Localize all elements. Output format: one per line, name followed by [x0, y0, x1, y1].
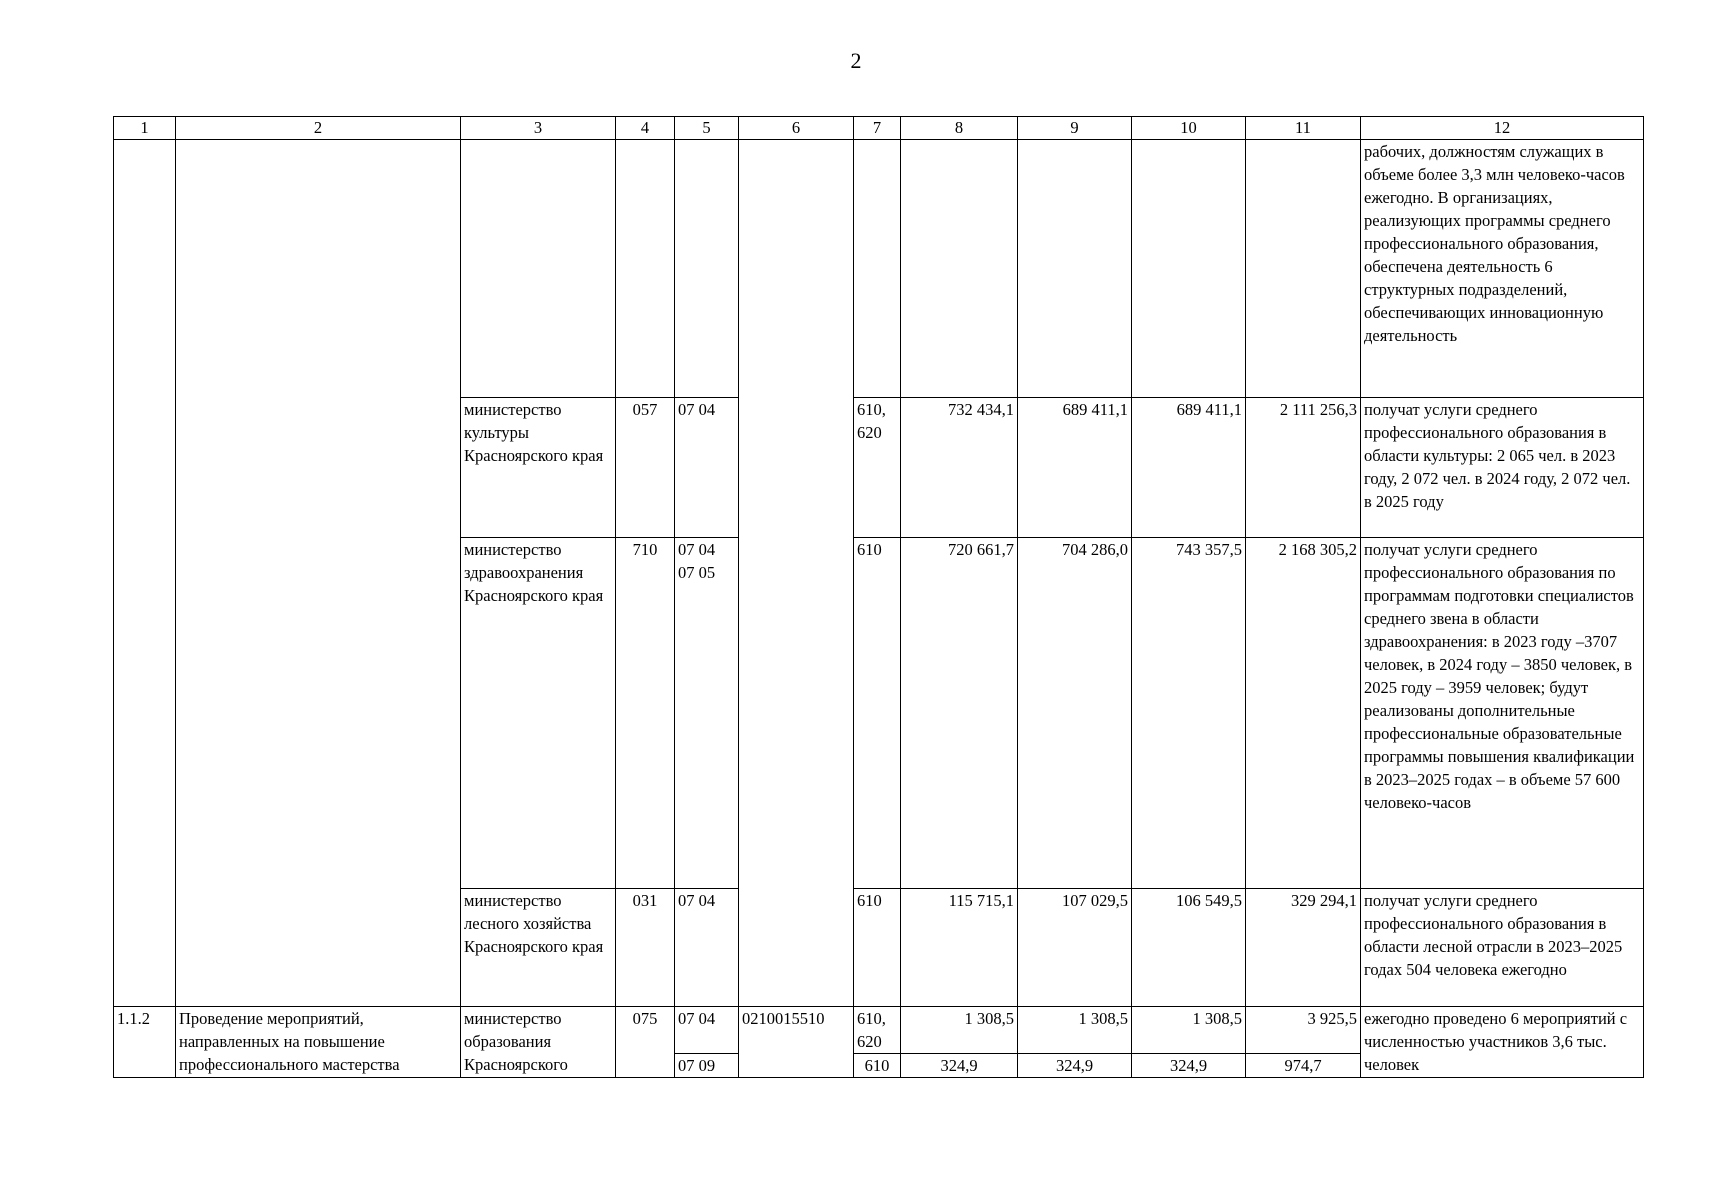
col-12-header: 12: [1361, 117, 1644, 140]
row-num-cell: 1.1.2: [114, 1007, 176, 1078]
total-cell: 329 294,1: [1246, 889, 1361, 1007]
table-row: [114, 140, 1644, 398]
col-1-header: 1: [114, 117, 176, 140]
result-cell: ежегодно проведено 6 мероприятий с численностью участников 3,6 тыс. человек: [1361, 1007, 1644, 1078]
y2023-cell: 732 434,1: [901, 398, 1018, 538]
col-10-header: 10: [1132, 117, 1246, 140]
grbs-cell: [616, 140, 675, 398]
y2024-cell: 704 286,0: [1018, 538, 1132, 889]
y2025-cell: 324,9: [1132, 1054, 1246, 1078]
budget-table: [113, 116, 1644, 1078]
total-cell: 3 925,5: [1246, 1007, 1361, 1054]
result-cell: получат услуги среднего профессионального образования в области культуры: 2 065 чел. в 2023 году, 2 072 чел. в 2024 году, 2 072 чел. в 2025 году: [1361, 398, 1644, 538]
ministry-cell: [461, 140, 616, 398]
y2025-cell: [1132, 140, 1246, 398]
col-11-header: 11: [1246, 117, 1361, 140]
grbs-cell: 075: [616, 1007, 675, 1078]
ministry-cell: министерство здравоохранения Красноярского края: [461, 538, 616, 889]
y2023-cell: 1 308,5: [901, 1007, 1018, 1054]
row-name-cell: Проведение мероприятий, направленных на повышение профессионального мастерства: [176, 1007, 461, 1078]
y2023-cell: 720 661,7: [901, 538, 1018, 889]
ministry-cell: министерство образования Красноярского: [461, 1007, 616, 1078]
table-row: [114, 1007, 1644, 1054]
section-cell: 07 04: [675, 1007, 739, 1054]
col-2-header: 2: [176, 117, 461, 140]
col-3-header: 3: [461, 117, 616, 140]
result-cell: получат услуги среднего профессионального образования по программам подготовки специалистов среднего звена в области здравоохранения: в 2023 году –3707 человек, в 2024 году – 3850 человек, в 2025 году – 3959 человек; будут реализованы дополнительные профессиональные образовательные программы повышения квалификации в 2023–2025 годах – в объеме 57 600 человеко-часов: [1361, 538, 1644, 889]
vr-cell: 610, 620: [854, 398, 901, 538]
y2025-cell: 689 411,1: [1132, 398, 1246, 538]
result-cell: рабочих, должностям служащих в объеме более 3,3 млн человеко-часов ежегодно. В организациях, реализующих программы среднего профессионального образования, обеспечена деятельность 6 структурных подразделений, обеспечивающих инновационную деятельность: [1361, 140, 1644, 398]
vr-cell: 610: [854, 1054, 901, 1078]
total-cell: 2 111 256,3: [1246, 398, 1361, 538]
section-cell: 07 04: [675, 398, 739, 538]
total-cell: 974,7: [1246, 1054, 1361, 1078]
total-cell: [1246, 140, 1361, 398]
grbs-cell: 031: [616, 889, 675, 1007]
column-number-row: [114, 117, 1644, 140]
y2024-cell: 107 029,5: [1018, 889, 1132, 1007]
y2023-cell: [901, 140, 1018, 398]
total-cell: 2 168 305,2: [1246, 538, 1361, 889]
y2023-cell: 324,9: [901, 1054, 1018, 1078]
y2024-cell: 324,9: [1018, 1054, 1132, 1078]
csr-cell: [739, 140, 854, 1007]
y2024-cell: [1018, 140, 1132, 398]
grbs-cell: 710: [616, 538, 675, 889]
row-name-cell: [176, 140, 461, 1007]
page-number: 2: [850, 48, 862, 73]
ministry-cell: министерство культуры Красноярского края: [461, 398, 616, 538]
grbs-cell: 057: [616, 398, 675, 538]
section-cell: 07 04: [675, 889, 739, 1007]
ministry-cell: министерство лесного хозяйства Красноярского края: [461, 889, 616, 1007]
y2025-cell: 1 308,5: [1132, 1007, 1246, 1054]
section-cell: 07 04 07 05: [675, 538, 739, 889]
col-6-header: 6: [739, 117, 854, 140]
vr-cell: 610, 620: [854, 1007, 901, 1054]
y2024-cell: 1 308,5: [1018, 1007, 1132, 1054]
y2025-cell: 106 549,5: [1132, 889, 1246, 1007]
col-4-header: 4: [616, 117, 675, 140]
y2024-cell: 689 411,1: [1018, 398, 1132, 538]
col-8-header: 8: [901, 117, 1018, 140]
y2025-cell: 743 357,5: [1132, 538, 1246, 889]
vr-cell: 610: [854, 889, 901, 1007]
col-9-header: 9: [1018, 117, 1132, 140]
y2023-cell: 115 715,1: [901, 889, 1018, 1007]
section-cell: [675, 140, 739, 398]
csr-cell: 0210015510: [739, 1007, 854, 1078]
section-cell: 07 09: [675, 1054, 739, 1078]
row-num-cell: [114, 140, 176, 1007]
vr-cell: [854, 140, 901, 398]
col-7-header: 7: [854, 117, 901, 140]
col-5-header: 5: [675, 117, 739, 140]
result-cell: получат услуги среднего профессионального образования в области лесной отрасли в 2023–2025 годах 504 человека ежегодно: [1361, 889, 1644, 1007]
vr-cell: 610: [854, 538, 901, 889]
